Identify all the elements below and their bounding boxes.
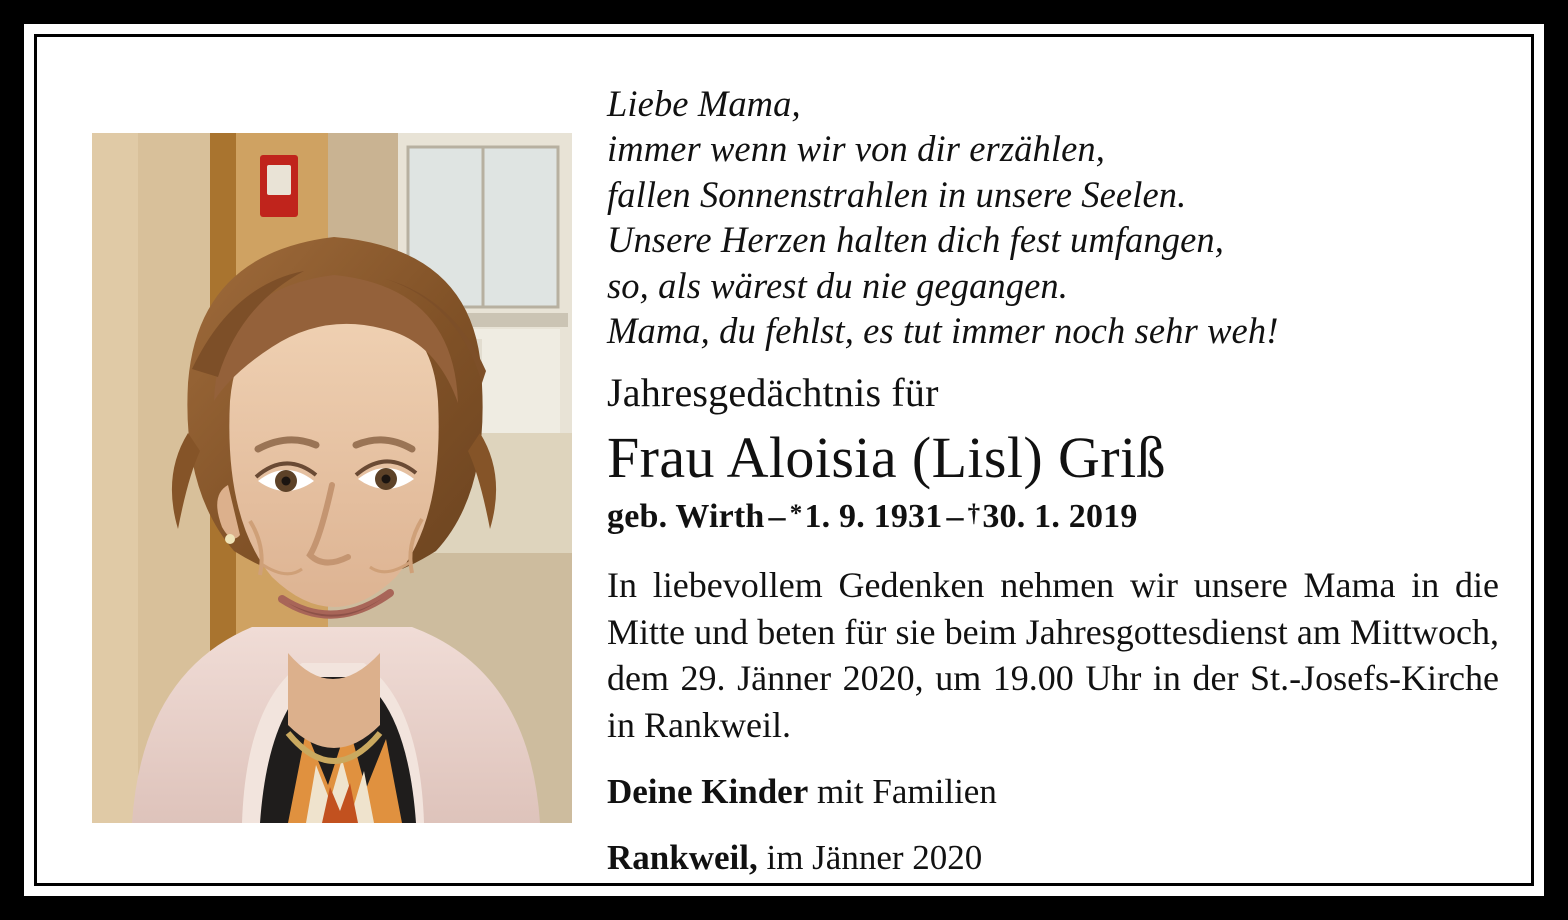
death-date: 30. 1. 2019: [982, 498, 1138, 536]
maiden-name: geb. Wirth: [607, 498, 765, 536]
memorial-body-text: In liebevollem Gedenken nehmen wir unsere Mama in die Mitte und beten für sie beim Jahresgottesdienst am Mittwoch, dem 29. Jänner 2020, um 19.00 Uhr in der St.-Josefs-Kirche in Rankweil.: [607, 565, 1499, 745]
place-strong: Rankweil,: [607, 837, 758, 877]
portrait-illustration: [92, 133, 572, 823]
deceased-name: Frau Aloisia (Lisl) Griß: [607, 424, 1166, 490]
birth-date: 1. 9. 1931: [804, 498, 943, 536]
signature-strong: Deine Kinder: [607, 771, 809, 811]
obituary-content: [37, 37, 1531, 883]
cross-symbol-icon: †: [967, 500, 981, 528]
memorial-kicker: Jahresgedächtnis für: [607, 369, 939, 415]
poem-line: so, als wärest du nie gegangen.: [607, 264, 1069, 306]
place-rest: im Jänner 2020: [757, 837, 983, 877]
poem-line: immer wenn wir von dir erzählen,: [607, 128, 1105, 170]
dash-separator: –: [768, 498, 786, 536]
poem: [607, 81, 1499, 354]
dash-separator: –: [946, 498, 964, 536]
signature-line: [607, 770, 1499, 814]
portrait-column: [67, 55, 597, 865]
poem-line: fallen Sonnenstrahlen in unsere Seelen.: [607, 173, 1187, 215]
place-date-line: [607, 836, 1499, 880]
portrait-photo: [92, 133, 572, 823]
poem-line: Mama, du fehlst, es tut immer noch sehr weh!: [607, 310, 1279, 352]
obituary-inner-border: [34, 34, 1534, 886]
life-dates: [607, 497, 1499, 538]
poem-line: Unsere Herzen halten dich fest umfangen,: [607, 219, 1224, 261]
birth-symbol-icon: *: [789, 500, 803, 528]
text-column: [597, 55, 1505, 877]
poem-line: Liebe Mama,: [607, 83, 801, 124]
signature-rest: mit Familien: [808, 771, 997, 811]
